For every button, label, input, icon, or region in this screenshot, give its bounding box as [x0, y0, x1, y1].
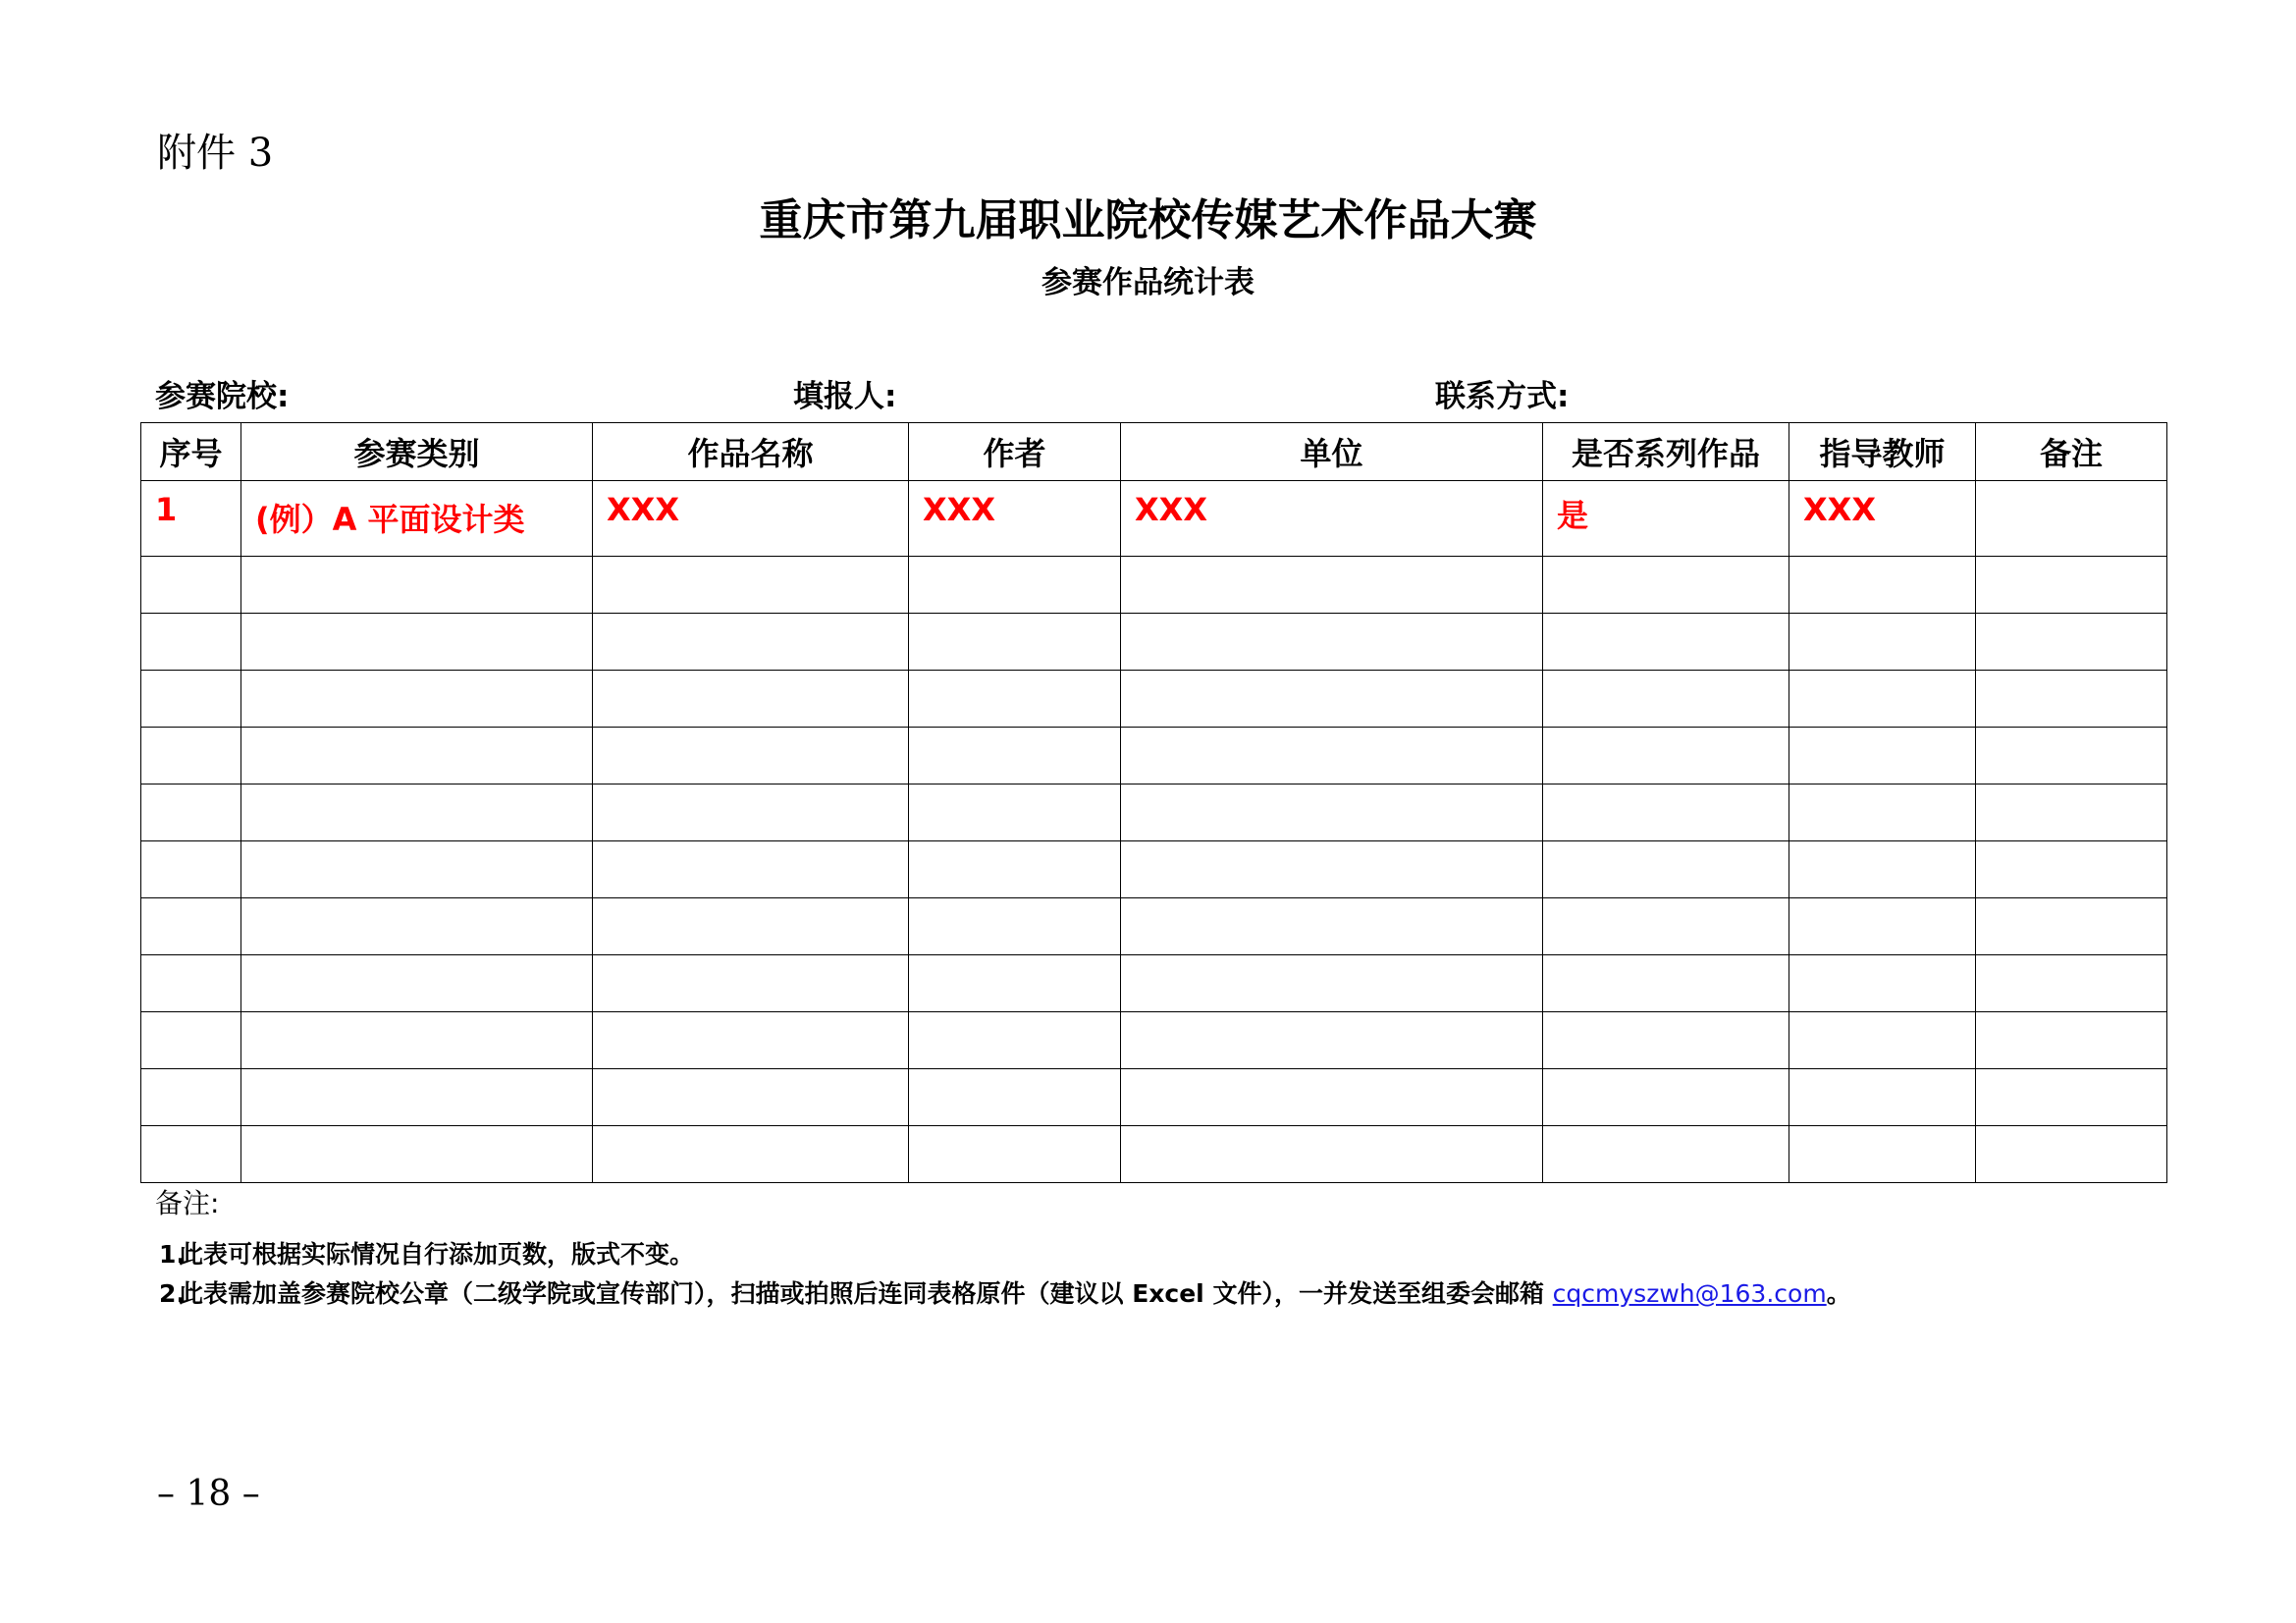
table-cell[interactable]	[1121, 1069, 1543, 1126]
table-cell[interactable]	[241, 898, 593, 955]
table-row	[141, 1126, 2167, 1183]
table-cell[interactable]	[593, 1012, 909, 1069]
table-cell[interactable]	[1976, 784, 2167, 841]
table-cell[interactable]	[593, 841, 909, 898]
table-cell[interactable]	[1121, 614, 1543, 671]
table-cell[interactable]	[909, 784, 1121, 841]
table-cell[interactable]	[909, 841, 1121, 898]
table-cell[interactable]	[1121, 898, 1543, 955]
table-cell[interactable]	[909, 1069, 1121, 1126]
note-item	[155, 1237, 694, 1272]
table-header-row	[141, 423, 2167, 481]
table-cell[interactable]	[593, 1069, 909, 1126]
page-number: – 18 –	[157, 1474, 260, 1514]
header-cell: 是否系列作品	[1543, 423, 1789, 481]
table-row	[141, 557, 2167, 614]
table-cell[interactable]	[1121, 1126, 1543, 1183]
table-cell[interactable]	[1543, 1126, 1789, 1183]
table-row	[141, 955, 2167, 1012]
table-cell[interactable]	[1789, 728, 1976, 784]
table-cell[interactable]	[1789, 841, 1976, 898]
header-cell: 单位	[1121, 423, 1543, 481]
table-cell[interactable]	[1976, 481, 2167, 557]
note-number: 1.	[159, 1240, 186, 1269]
email-link[interactable]: cqcmyszwh@163.com	[1552, 1279, 1827, 1308]
table-cell[interactable]	[1121, 728, 1543, 784]
table-cell[interactable]: XXX	[1789, 481, 1976, 557]
table-cell[interactable]	[1543, 898, 1789, 955]
table-cell[interactable]	[141, 614, 241, 671]
table-cell[interactable]	[1543, 784, 1789, 841]
table-cell[interactable]	[1976, 955, 2167, 1012]
table-row	[141, 1012, 2167, 1069]
table-row	[141, 614, 2167, 671]
attachment-label: 附件 3	[157, 131, 274, 176]
table-cell[interactable]	[593, 614, 909, 671]
table-cell[interactable]	[1976, 614, 2167, 671]
note-item	[155, 1276, 1851, 1312]
header-cell: 参赛类别	[241, 423, 593, 481]
header-cell: 作品名称	[593, 423, 909, 481]
table-cell[interactable]	[909, 898, 1121, 955]
table-cell[interactable]	[241, 955, 593, 1012]
table-cell[interactable]	[241, 784, 593, 841]
header-cell: 作者	[909, 423, 1121, 481]
table-cell[interactable]: (例）A 平面设计类	[241, 481, 593, 557]
table-cell[interactable]	[1543, 557, 1789, 614]
table-row	[141, 728, 2167, 784]
table-cell[interactable]	[1121, 841, 1543, 898]
table-cell[interactable]	[241, 1012, 593, 1069]
table-cell[interactable]: 1	[141, 481, 241, 557]
document-subtitle: 参赛作品统计表	[1041, 265, 1255, 300]
table-cell[interactable]	[909, 557, 1121, 614]
table-cell[interactable]	[241, 671, 593, 728]
table-cell[interactable]	[593, 955, 909, 1012]
document-title: 重庆市第九届职业院校传媒艺术作品大赛	[759, 195, 1537, 245]
table-cell[interactable]	[909, 671, 1121, 728]
table-cell[interactable]	[1543, 728, 1789, 784]
table-cell[interactable]	[593, 557, 909, 614]
table-cell[interactable]	[1543, 614, 1789, 671]
table-cell[interactable]	[1789, 557, 1976, 614]
table-cell[interactable]	[593, 784, 909, 841]
table-row	[141, 784, 2167, 841]
table-row	[141, 1069, 2167, 1126]
table-cell[interactable]	[593, 671, 909, 728]
field-filler-label: 填报人:	[793, 379, 897, 414]
table-cell[interactable]: 是	[1543, 481, 1789, 557]
table-cell[interactable]	[1976, 841, 2167, 898]
table-cell[interactable]	[1543, 841, 1789, 898]
table-cell[interactable]	[141, 1069, 241, 1126]
table-row	[141, 898, 2167, 955]
table-cell[interactable]	[593, 898, 909, 955]
table-cell[interactable]: XXX	[593, 481, 909, 557]
table-cell[interactable]	[1543, 1012, 1789, 1069]
table-cell[interactable]	[1976, 671, 2167, 728]
entries-table	[140, 422, 2167, 1183]
table-cell[interactable]	[241, 557, 593, 614]
table-cell[interactable]	[909, 955, 1121, 1012]
table-cell[interactable]	[141, 557, 241, 614]
table-cell[interactable]	[1121, 1012, 1543, 1069]
notes-heading: 备注:	[155, 1187, 220, 1219]
table-cell[interactable]	[241, 728, 593, 784]
table-row	[141, 841, 2167, 898]
table-cell[interactable]	[1789, 1069, 1976, 1126]
table-cell[interactable]	[1976, 1012, 2167, 1069]
table-cell[interactable]	[241, 614, 593, 671]
table-cell[interactable]	[1976, 898, 2167, 955]
table-cell[interactable]	[909, 1012, 1121, 1069]
table-cell[interactable]	[1976, 1069, 2167, 1126]
field-contact-label: 联系方式:	[1435, 379, 1570, 414]
note-number: 2.	[159, 1279, 186, 1308]
table-cell[interactable]	[593, 1126, 909, 1183]
table-cell[interactable]	[1976, 1126, 2167, 1183]
header-cell: 序号	[141, 423, 241, 481]
table-cell[interactable]	[909, 614, 1121, 671]
note-tail: 。	[1826, 1279, 1851, 1308]
table-cell[interactable]	[909, 1126, 1121, 1183]
table-cell[interactable]: XXX	[1121, 481, 1543, 557]
field-school-label: 参赛院校:	[155, 379, 290, 414]
table-cell[interactable]	[141, 784, 241, 841]
table-cell[interactable]	[141, 671, 241, 728]
table-cell[interactable]	[241, 1126, 593, 1183]
note-text: 此表需加盖参赛院校公章（二级学院或宣传部门），扫描或拍照后连同表格原件（建议以 Excel 文件），一并发送至组委会邮箱	[179, 1279, 1553, 1308]
header-cell: 指导教师	[1789, 423, 1976, 481]
table-cell[interactable]	[1121, 955, 1543, 1012]
table-cell[interactable]: XXX	[909, 481, 1121, 557]
table-cell[interactable]	[1121, 784, 1543, 841]
table-cell[interactable]	[1543, 1069, 1789, 1126]
table-cell[interactable]	[141, 1126, 241, 1183]
table-cell[interactable]	[241, 1069, 593, 1126]
table-cell[interactable]	[241, 841, 593, 898]
table-cell[interactable]	[1976, 557, 2167, 614]
table-cell[interactable]	[909, 728, 1121, 784]
table-cell[interactable]	[1789, 898, 1976, 955]
table-cell[interactable]	[1789, 1012, 1976, 1069]
table-cell[interactable]	[141, 841, 241, 898]
table-cell[interactable]	[1789, 671, 1976, 728]
table-cell[interactable]	[1789, 1126, 1976, 1183]
header-cell: 备注	[1976, 423, 2167, 481]
example-row	[141, 481, 2167, 557]
table-cell[interactable]	[141, 1012, 241, 1069]
table-cell[interactable]	[1789, 955, 1976, 1012]
table-cell[interactable]	[1121, 671, 1543, 728]
table-cell[interactable]	[1976, 728, 2167, 784]
table-row	[141, 671, 2167, 728]
table-cell[interactable]	[1789, 614, 1976, 671]
note-text: 此表可根据实际情况自行添加页数，版式不变。	[179, 1240, 695, 1269]
table-cell[interactable]	[141, 955, 241, 1012]
table-cell[interactable]	[1789, 784, 1976, 841]
table-cell[interactable]	[1543, 671, 1789, 728]
table-cell[interactable]	[1121, 557, 1543, 614]
table-cell[interactable]	[141, 898, 241, 955]
table-cell[interactable]	[141, 728, 241, 784]
table-cell[interactable]	[593, 728, 909, 784]
table-cell[interactable]	[1543, 955, 1789, 1012]
